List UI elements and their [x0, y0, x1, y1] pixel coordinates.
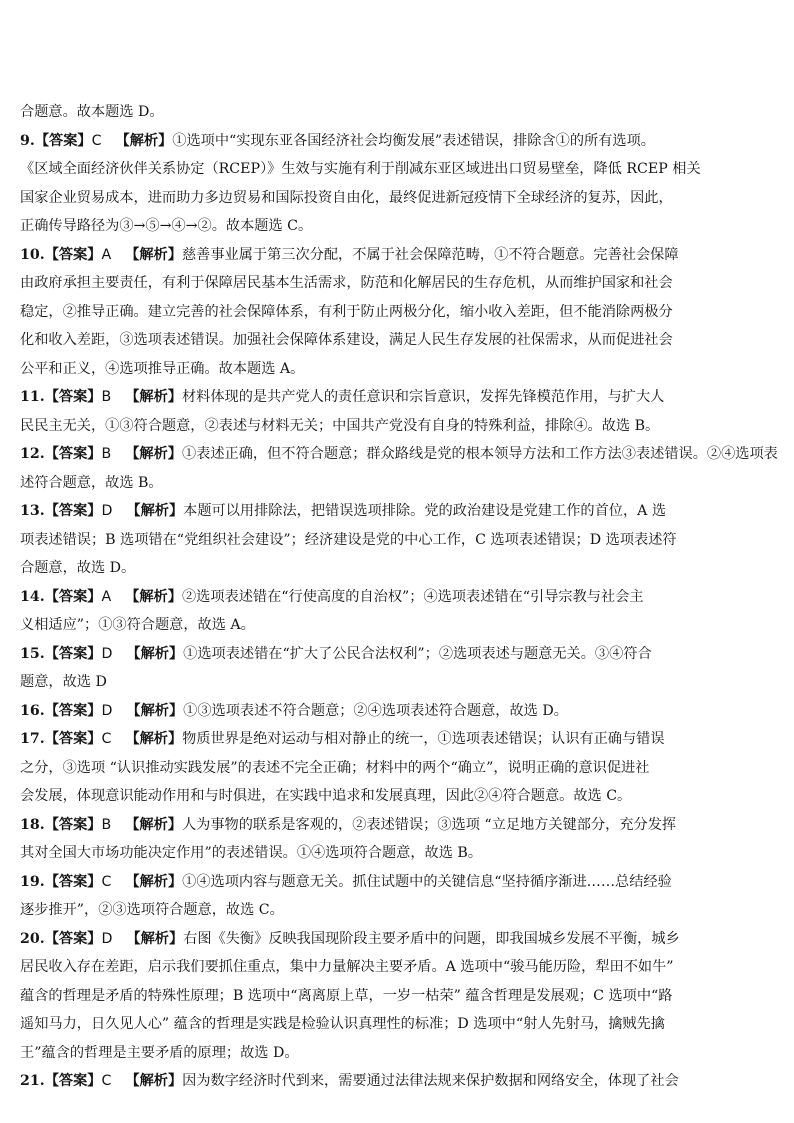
- text-line: [20, 497, 706, 526]
- analysis-tag: 【解析】: [115, 132, 173, 149]
- question-number: 20.: [20, 930, 45, 947]
- text-line: [20, 754, 706, 783]
- text-line: [20, 269, 706, 298]
- text-line: [20, 440, 778, 469]
- question-number: 16.: [20, 702, 45, 719]
- answer-letter: A: [101, 246, 112, 263]
- analysis-text: 稳定，②推导正确。建立完善的社会保障体系，有利于防止两极分化，缩小收入差距，但不能消除两极分: [20, 303, 673, 320]
- analysis-text: 蕴含的哲理是矛盾的特殊性原理；B 选项中“离离原上草，一岁一枯荣” 蕴含哲理是发展观；C 选项中“路: [20, 987, 673, 1004]
- analysis-text: 民民主无关，①③符合题意，②表述与材料无关；中国共产党没有自身的特殊利益，排除④。故选 B。: [20, 417, 660, 434]
- text-line: [20, 811, 706, 840]
- text-line: [20, 412, 706, 441]
- text-line: [20, 241, 706, 270]
- text-line: [20, 155, 706, 184]
- answer-letter: B: [101, 816, 112, 833]
- answer-tag: 【答案】: [44, 503, 102, 519]
- answer-entry: [20, 868, 706, 925]
- answer-tag: 【答案】: [44, 930, 102, 947]
- answer-letter: B: [101, 446, 112, 462]
- analysis-tag: 【解析】: [125, 731, 183, 747]
- analysis-text: 因为数字经济时代到来，需要通过法律法规来保护数据和网络安全，体现了社会: [182, 1073, 679, 1089]
- analysis-tag: 【解析】: [125, 1073, 183, 1089]
- answer-tag: 【答案】: [44, 588, 102, 605]
- answer-entry: [20, 725, 706, 811]
- analysis-text: ①④选项内容与题意无关。抓住试题中的关键信息“坚持循序渐进……总结经验: [182, 873, 672, 890]
- analysis-text: 会发展，体现意识能动作用和与时俱进，在实践中追求和发展真理，因此②④符合题意。故选 C。: [20, 788, 632, 804]
- analysis-text: 人为事物的联系是客观的，②表述错误；③选项 “立足地方关键部分，充分发挥: [181, 816, 677, 833]
- text-line: [20, 1010, 706, 1039]
- analysis-text: 材料体现的是共产党人的责任意识和宗旨意识，发挥先锋模范作用，与扩大人: [181, 389, 665, 405]
- answer-letter: B: [101, 389, 112, 405]
- answer-tag: 【答案】: [34, 132, 92, 149]
- question-number: 21.: [20, 1073, 45, 1089]
- analysis-tag: 【解析】: [126, 930, 184, 947]
- answer-entry: [20, 697, 706, 726]
- answer-tag: 【答案】: [44, 1073, 102, 1089]
- answer-tag: 【答案】: [44, 873, 102, 890]
- text-line: [20, 469, 706, 498]
- analysis-text: 《区域全面经济伙伴关系协定（RCEP）》生效与实施有利于削减东亚区域进出口贸易壁垒，降低 RCEP 相关: [20, 161, 701, 177]
- analysis-text: 化和收入差距，③选项表述错误。加强社会保障体系建设，满足人民生存发展的社保需求，从而促进社会: [20, 332, 673, 348]
- analysis-text: ①选项表述错在“扩大了公民合法权利”；②选项表述与题意无关。③④符合: [183, 645, 652, 662]
- answer-tag: 【答案】: [44, 731, 102, 747]
- question-number: 15.: [20, 645, 45, 662]
- text-line: [20, 982, 706, 1011]
- text-line: [20, 725, 706, 754]
- text-line: [20, 896, 706, 925]
- answer-letter: C: [101, 873, 112, 890]
- answer-tag: 【答案】: [44, 389, 102, 405]
- answer-tag: 【答案】: [44, 446, 102, 462]
- analysis-text: 正确传导路径为③→⑤→④→②。故本题选 C。: [20, 218, 313, 234]
- analysis-text: 慈善事业属于第三次分配，不属于社会保障范畴，①不符合题意。完善社会保障: [181, 246, 679, 263]
- analysis-text: 其对全国大市场功能决定作用”的表述错误。①④选项符合题意，故选 B。: [20, 845, 483, 861]
- text-line: [20, 326, 706, 355]
- answer-tag: 【答案】: [44, 645, 102, 662]
- analysis-text: 公平和正义，④选项推导正确。故本题选 A。: [20, 360, 305, 377]
- text-line: [20, 868, 706, 897]
- answer-letter: D: [101, 702, 113, 719]
- text-line: 合题意。故本题选 D。: [20, 104, 164, 120]
- answer-entry: [20, 640, 706, 697]
- answer-entry: [20, 127, 706, 241]
- text-line: [20, 839, 706, 868]
- text-line: [20, 583, 706, 612]
- question-number: 12.: [20, 446, 45, 462]
- answer-tag: 【答案】: [44, 702, 102, 719]
- answer-letter: A: [101, 588, 112, 605]
- analysis-text: 右图《失衡》反映我国现阶段主要矛盾中的问题，即我国城乡发展不平衡，城乡: [183, 930, 680, 947]
- text-line: [20, 925, 706, 954]
- text-line: [20, 611, 706, 640]
- question-number: 13.: [20, 503, 45, 519]
- analysis-text: ②选项表述错在“行使高度的自治权”；④选项表述错在“引导宗教与社会主: [181, 588, 644, 605]
- question-number: 14.: [20, 588, 45, 605]
- text-line: [20, 668, 706, 697]
- question-number: 10.: [20, 246, 45, 263]
- analysis-text: 题意，故选 D: [20, 674, 107, 690]
- analysis-text: ①选项中“实现东亚各国经济社会均衡发展”表述错误，排除含①的所有选项。: [172, 132, 655, 149]
- answer-tag: 【答案】: [44, 246, 102, 263]
- answer-entry: [20, 383, 706, 440]
- analysis-text: 由政府承担主要责任，有利于保障居民基本生活需求，防范和化解居民的生存危机，从而维护国家和社会: [20, 275, 673, 291]
- answer-entry: [20, 1067, 706, 1096]
- analysis-tag: 【解析】: [125, 816, 182, 833]
- answer-entry: [20, 925, 706, 1068]
- analysis-tag: 【解析】: [125, 588, 182, 605]
- text-line: [20, 383, 706, 412]
- analysis-text: ①表述正确，但不符合题意；群众路线是党的根本领导方法和工作方法③表述错误。②④选项表: [181, 446, 778, 462]
- answer-letter: D: [101, 503, 113, 519]
- question-number: 9.: [20, 132, 35, 149]
- answer-entry: [20, 440, 778, 497]
- analysis-text: 居民收入存在差距，启示我们要抓住重点，集中力量解决主要矛盾。A 选项中“骏马能历险，犁田不如牛”: [20, 959, 674, 975]
- question-number: 17.: [20, 731, 45, 747]
- analysis-text: 王”蕴含的哲理是主要矛盾的原理；故选 D。: [20, 1044, 299, 1061]
- answer-entry: [20, 497, 706, 583]
- analysis-tag: 【解析】: [125, 873, 183, 890]
- text-line: [20, 554, 706, 583]
- analysis-text: 之分，③选项 “认识推动实践发展”的表述不完全正确；材料中的两个“确立”，说明正确的意识促进社: [20, 759, 650, 776]
- text-line: [20, 640, 706, 669]
- text-line: [20, 127, 706, 156]
- analysis-text: 物质世界是绝对运动与相对静止的统一，①选项表述错误；认识有正确与错误: [182, 731, 665, 747]
- analysis-text: 合题意，故选 D。: [20, 560, 136, 576]
- analysis-text: 逐步推开”，②③选项符合题意，故选 C。: [20, 902, 284, 918]
- continued-text: [20, 98, 706, 127]
- question-number: 19.: [20, 873, 45, 890]
- analysis-text: 遥知马力，日久见人心” 蕴含的哲理是实践是检验认识真理性的标准；D 选项中“射人先射马，擒贼先擒: [20, 1016, 665, 1032]
- analysis-text: 国家企业贸易成本，进而助力多边贸易和国际投资自由化，最终促进新冠疫情下全球经济的复苏，因此，: [20, 189, 673, 206]
- answer-analysis-text: [20, 98, 778, 1096]
- analysis-text: 述符合题意，故选 B。: [20, 474, 163, 491]
- answer-tag: 【答案】: [44, 816, 102, 833]
- question-number: 18.: [20, 816, 45, 833]
- question-number: 11.: [20, 389, 45, 405]
- analysis-text: 本题可以用排除法，把错误选项排除。党的政治建设是党建工作的首位，A 选: [183, 503, 667, 519]
- analysis-text: 义相适应”；①③符合题意，故选 A。: [20, 617, 255, 633]
- analysis-tag: 【解析】: [125, 446, 182, 462]
- analysis-text: ①③选项表述不符合题意；②④选项表述符合题意，故选 D。: [183, 702, 568, 719]
- text-line: [20, 1067, 706, 1096]
- analysis-tag: 【解析】: [125, 389, 182, 405]
- text-line: [20, 355, 706, 384]
- analysis-tag: 【解析】: [126, 503, 184, 519]
- answer-entry: [20, 811, 706, 868]
- text-line: [20, 697, 706, 726]
- analysis-text: 项表述错误；B 选项错在“党组织社会建设”；经济建设是党的中心工作，C 选项表述错误；D 选项表述符: [20, 531, 677, 548]
- text-line: [20, 1039, 706, 1068]
- answer-letter: C: [91, 132, 102, 149]
- answer-entry: [20, 241, 706, 384]
- analysis-tag: 【解析】: [126, 702, 184, 719]
- answer-letter: D: [101, 645, 113, 662]
- answer-letter: D: [101, 930, 113, 947]
- analysis-tag: 【解析】: [126, 645, 184, 662]
- analysis-tag: 【解析】: [125, 246, 182, 263]
- text-line: [20, 526, 706, 555]
- text-line: [20, 298, 706, 327]
- text-line: [20, 184, 706, 213]
- text-line: [20, 782, 706, 811]
- answer-letter: C: [101, 731, 112, 747]
- text-line: [20, 953, 706, 982]
- answer-letter: C: [101, 1073, 112, 1089]
- text-line: [20, 212, 706, 241]
- answer-entry: [20, 583, 706, 640]
